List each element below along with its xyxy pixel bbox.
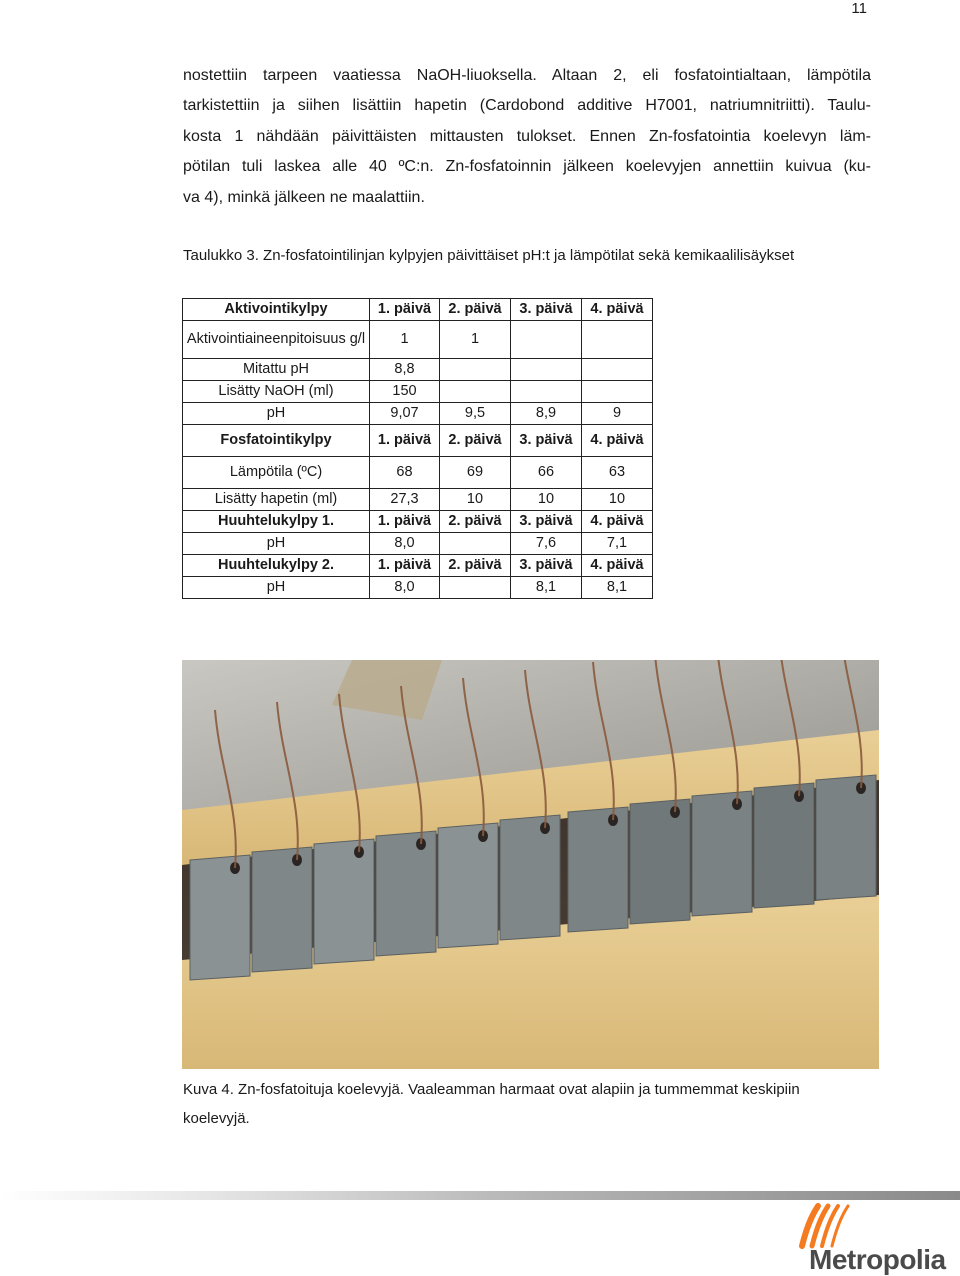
value-cell	[440, 381, 511, 403]
row-label-cell: pH	[183, 577, 370, 599]
value-cell: 10	[582, 489, 653, 511]
value-cell: 3. päivä	[511, 555, 582, 577]
value-cell: 8,1	[511, 577, 582, 599]
value-cell: 4. päivä	[582, 511, 653, 533]
value-cell: 63	[582, 457, 653, 489]
value-cell	[440, 533, 511, 555]
table-row	[183, 489, 653, 511]
row-label-cell: Lämpötila (ºC)	[183, 457, 370, 489]
value-cell	[511, 381, 582, 403]
value-cell: 7,6	[511, 533, 582, 555]
value-cell: 1	[370, 321, 440, 359]
table-row	[183, 403, 653, 425]
value-cell: 2. päivä	[440, 425, 511, 457]
footer-bar	[0, 1191, 960, 1200]
value-cell	[582, 381, 653, 403]
value-cell: 10	[511, 489, 582, 511]
value-cell: 2. päivä	[440, 511, 511, 533]
value-cell: 2. päivä	[440, 555, 511, 577]
table-row	[183, 555, 653, 577]
page-number: 11	[851, 0, 867, 17]
value-cell	[511, 359, 582, 381]
value-cell: 1	[440, 321, 511, 359]
table-row	[183, 577, 653, 599]
row-label-cell: Mitattu pH	[183, 359, 370, 381]
figure-caption	[183, 1075, 873, 1133]
paragraph-line: va 4), minkä jälkeen ne maalattiin.	[183, 188, 425, 206]
measurements-table	[182, 298, 653, 599]
metropolia-logo-text: Metropolia	[809, 1244, 946, 1275]
value-cell: 4. päivä	[582, 555, 653, 577]
value-cell: 8,9	[511, 403, 582, 425]
row-label-cell: Huuhtelukylpy 1.	[183, 511, 370, 533]
figure-photo	[182, 660, 879, 1069]
table-row	[183, 381, 653, 403]
row-label-cell: Huuhtelukylpy 2.	[183, 555, 370, 577]
table-row	[183, 533, 653, 555]
value-cell: 27,3	[370, 489, 440, 511]
value-cell: 3. päivä	[511, 425, 582, 457]
figure-caption-line: koelevyjä.	[183, 1110, 250, 1127]
row-label-cell: pH	[183, 403, 370, 425]
value-cell: 3. päivä	[511, 299, 582, 321]
value-cell: 1. päivä	[370, 425, 440, 457]
value-cell: 4. päivä	[582, 425, 653, 457]
row-label-cell: Lisätty NaOH (ml)	[183, 381, 370, 403]
value-cell: 150	[370, 381, 440, 403]
value-cell	[582, 321, 653, 359]
value-cell: 4. päivä	[582, 299, 653, 321]
value-cell: 1. päivä	[370, 511, 440, 533]
value-cell: 2. päivä	[440, 299, 511, 321]
value-cell: 7,1	[582, 533, 653, 555]
value-cell: 8,1	[582, 577, 653, 599]
value-cell: 8,0	[370, 533, 440, 555]
phosphated-panels-photo	[182, 660, 879, 1069]
body-paragraph	[183, 61, 871, 213]
value-cell	[511, 321, 582, 359]
row-label-cell: pH	[183, 533, 370, 555]
value-cell: 69	[440, 457, 511, 489]
value-cell: 68	[370, 457, 440, 489]
paragraph-line: nostettiin tarpeen vaatiessa NaOH-liuoksella. Altaan 2, eli fosfatointialtaan, lämpötila	[183, 67, 871, 84]
value-cell: 9	[582, 403, 653, 425]
row-label-cell: Aktivointiaineenpitoisuus g/l	[183, 321, 370, 359]
table-row	[183, 321, 653, 359]
value-cell: 9,07	[370, 403, 440, 425]
table-row	[183, 299, 653, 321]
value-cell	[440, 359, 511, 381]
table-row	[183, 457, 653, 489]
row-label-cell: Aktivointikylpy	[183, 299, 370, 321]
paragraph-line: pötilan tuli laskea alle 40 ºC:n. Zn-fosfatoinnin jälkeen koelevyjen annettiin kuivua (ku-	[183, 158, 871, 176]
value-cell: 9,5	[440, 403, 511, 425]
value-cell: 8,0	[370, 577, 440, 599]
value-cell: 1. päivä	[370, 299, 440, 321]
value-cell: 3. päivä	[511, 511, 582, 533]
table-caption: Taulukko 3. Zn-fosfatointilinjan kylpyjen päivittäiset pH:t ja lämpötilat sekä kemikaalilisäykset	[183, 247, 795, 264]
value-cell: 66	[511, 457, 582, 489]
row-label-cell: Fosfatointikylpy	[183, 425, 370, 457]
value-cell: 10	[440, 489, 511, 511]
row-label-cell: Lisätty hapetin (ml)	[183, 489, 370, 511]
figure-caption-line: Kuva 4. Zn-fosfatoituja koelevyjä. Vaaleamman harmaat ovat alapiin ja tummemmat keskipiin	[183, 1081, 800, 1098]
paragraph-line: tarkistettiin ja siihen lisättiin hapetin (Cardobond additive H7001, natriumnitriitti). Taulu-	[183, 97, 871, 115]
value-cell: 8,8	[370, 359, 440, 381]
value-cell	[582, 359, 653, 381]
value-cell	[440, 577, 511, 599]
table-row	[183, 359, 653, 381]
table-row	[183, 511, 653, 533]
value-cell: 1. päivä	[370, 555, 440, 577]
table-row	[183, 425, 653, 457]
paragraph-line: kosta 1 nähdään päivittäisten mittausten tulokset. Ennen Zn-fosfatointia koelevyn läm-	[183, 127, 871, 145]
